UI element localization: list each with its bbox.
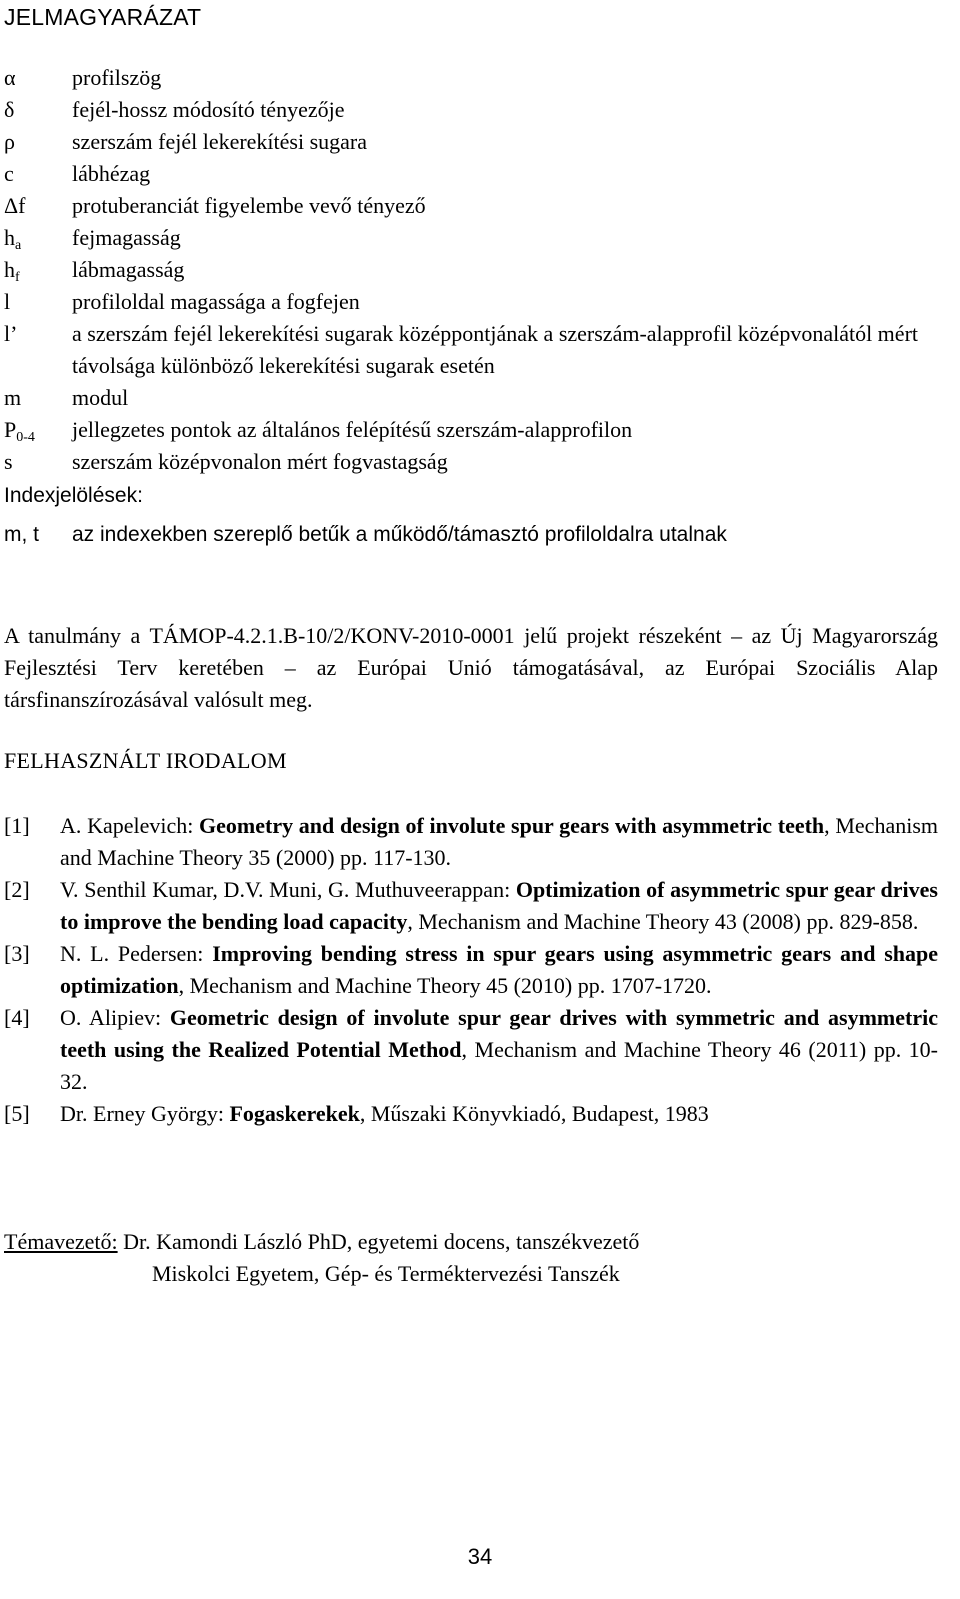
supervisor-name: Dr. Kamondi László PhD, egyetemi docens, tanszékvezető [117, 1229, 640, 1254]
reference-item [4, 1098, 938, 1130]
index-notation-title: Indexjelölések: [4, 484, 143, 507]
reference-item [4, 874, 938, 938]
glossary-symbol: c [4, 161, 14, 186]
glossary-definition: lábmagasság [72, 257, 185, 282]
glossary-symbol: m [4, 385, 22, 410]
supervisor-affiliation: Miskolci Egyetem, Gép- és Terméktervezési Tanszék [152, 1261, 620, 1286]
glossary-row [4, 190, 944, 222]
reference-item [4, 810, 938, 874]
reference-number: [1] [4, 813, 30, 838]
reference-text: O. Alipiev: Geometric design of involute spur gear drives with symmetric and asymmetric teeth using the Realized Potential Method, Mechanism and Machine Theory 46 (2011) pp. 10-32. [60, 1005, 939, 1094]
glossary-row [4, 382, 944, 414]
glossary-row [4, 254, 944, 286]
glossary-symbol: ρ [4, 129, 15, 154]
glossary-row [4, 414, 944, 446]
glossary-symbol: α [4, 65, 16, 90]
reference-title: Geometric design of involute spur gear drives with symmetric and asymmetric teeth using the Realized Potential Method [60, 1005, 938, 1062]
glossary-row [4, 62, 944, 94]
glossary-definition: modul [72, 385, 129, 410]
reference-title: Geometry and design of involute spur gears with asymmetric teeth [199, 813, 825, 838]
glossary-symbol: δ [4, 97, 15, 122]
glossary-definition: fejél-hossz módosító tényezője [72, 97, 345, 122]
glossary-symbol: $P_{0-4}$ [4, 417, 35, 445]
reference-number: [3] [4, 941, 30, 966]
funding-acknowledgement: A tanulmány a TÁMOP-4.2.1.B-10/2/KONV-2010-0001 jelű projekt részeként – az Új Magyarország Fejlesztési Terv keretében – az Európai Unió támogatásával, az Európai Szociális Alap társfinanszírozásával valósult meg. [4, 623, 938, 712]
reference-item [4, 938, 938, 1002]
glossary-symbol: $h_a$ [4, 225, 22, 253]
glossary-heading: JELMAGYARÁZAT [4, 4, 202, 30]
glossary-definition: fejmagasság [72, 225, 181, 250]
glossary-definition: a szerszám fejél lekerekítési sugarak középpontjának a szerszám-alapprofil középvonalától mért távolsága különböző lekerekítési sugarak esetén [72, 321, 919, 378]
glossary-symbol: Δf [4, 193, 26, 218]
glossary-definition: szerszám fejél lekerekítési sugara [72, 129, 368, 154]
reference-text: V. Senthil Kumar, D.V. Muni, G. Muthuveerappan: Optimization of asymmetric spur gear drives to improve the bending load capacity, Mechanism and Machine Theory 43 (2008) pp. 829-858. [60, 877, 938, 934]
glossary-definition: szerszám középvonalon mért fogvastagság [72, 449, 448, 474]
reference-number: [2] [4, 877, 30, 902]
glossary-symbol: $h_f$ [4, 257, 20, 285]
glossary-symbol: l’ [4, 321, 18, 346]
glossary-row [4, 94, 944, 126]
glossary-row [4, 158, 944, 190]
reference-text: N. L. Pedersen: Improving bending stress in spur gears using asymmetric gears and shape optimization, Mechanism and Machine Theory 45 (2010) pp. 1707-1720. [60, 941, 939, 998]
index-symbol: m, t [4, 523, 39, 546]
supervisor-line [4, 1226, 639, 1258]
index-definition: az indexekben szereplő betűk a működő/támasztó profiloldalra utalnak [72, 523, 727, 546]
reference-title: Fogaskerekek [229, 1101, 360, 1126]
glossary-row [4, 318, 944, 382]
glossary-row [4, 446, 944, 478]
literature-heading: FELHASZNÁLT IRODALOM [4, 748, 287, 773]
glossary-definition: profiloldal magassága a fogfejen [72, 289, 360, 314]
supervisor-label: Témavezető: [4, 1229, 118, 1254]
reference-item [4, 1002, 938, 1098]
glossary-definition: lábhézag [72, 161, 151, 186]
glossary-definition: jellegzetes pontok az általános felépítésű szerszám-alapprofilon [72, 417, 633, 442]
reference-title: Optimization of asymmetric spur gear drives to improve the bending load capacity [60, 877, 938, 934]
reference-number: [4] [4, 1005, 30, 1030]
index-notation-row [4, 523, 727, 547]
reference-number: [5] [4, 1101, 30, 1126]
reference-list [4, 810, 938, 1130]
glossary-list [4, 62, 944, 478]
glossary-symbol: l [4, 289, 11, 314]
reference-title: Improving bending stress in spur gears using asymmetric gears and shape optimization [60, 941, 939, 998]
page-number: 34 [467, 1544, 493, 1569]
glossary-row [4, 286, 944, 318]
glossary-definition: protuberanciát figyelembe vevő tényező [72, 193, 426, 218]
glossary-definition: profilszög [72, 65, 162, 90]
glossary-row [4, 126, 944, 158]
reference-text: Dr. Erney György: Fogaskerekek, Műszaki Könyvkiadó, Budapest, 1983 [60, 1101, 709, 1126]
reference-text: A. Kapelevich: Geometry and design of involute spur gears with asymmetric teeth, Mechanism and Machine Theory 35 (2000) pp. 117-130. [60, 813, 938, 870]
glossary-symbol: s [4, 449, 13, 474]
glossary-row [4, 222, 944, 254]
